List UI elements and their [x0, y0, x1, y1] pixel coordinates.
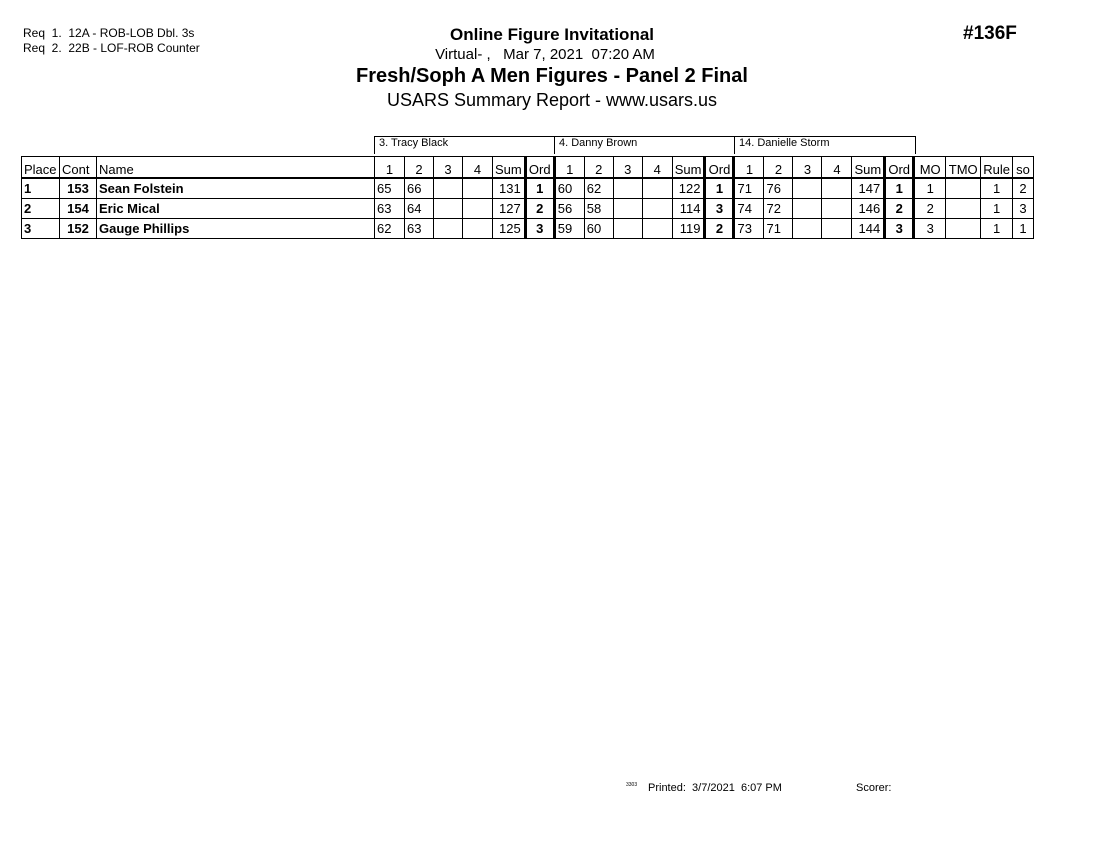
col-ord: Ord	[705, 157, 734, 179]
ord-cell: 3	[885, 219, 914, 239]
col-sum: Sum	[852, 157, 885, 179]
sum-cell: 127	[493, 199, 526, 219]
col-ord: Ord	[885, 157, 914, 179]
tmo-cell	[946, 178, 981, 199]
mark-cell: 60	[584, 219, 613, 239]
mo-cell: 3	[914, 219, 946, 239]
place-cell: 1	[22, 178, 60, 199]
rule-cell: 1	[981, 219, 1013, 239]
mark-cell	[613, 219, 642, 239]
mark-cell	[793, 219, 822, 239]
event-title: Online Figure Invitational	[449, 25, 655, 44]
col-sum: Sum	[672, 157, 705, 179]
rule-cell: 1	[981, 178, 1013, 199]
sum-cell: 114	[672, 199, 705, 219]
col-mark-2: 2	[764, 157, 793, 179]
scorer-label: Scorer:	[856, 782, 892, 794]
col-mark-4: 4	[463, 157, 493, 179]
so-cell: 1	[1012, 219, 1033, 239]
sum-cell: 119	[672, 219, 705, 239]
mark-cell: 64	[405, 199, 434, 219]
judge-panel-header	[374, 136, 916, 154]
report-code: 3303	[626, 782, 638, 788]
mark-cell: 71	[734, 178, 764, 199]
event-name: Fresh/Soph A Men Figures - Panel 2 Final	[356, 65, 748, 87]
mark-cell	[463, 199, 493, 219]
column-header-row	[22, 157, 1034, 179]
judge-name: 4. Danny Brown	[555, 137, 735, 155]
so-cell: 3	[1012, 199, 1033, 219]
skater-name: Gauge Phillips	[97, 219, 375, 239]
mark-cell	[822, 178, 852, 199]
col-so: so	[1012, 157, 1033, 179]
mark-cell	[642, 219, 672, 239]
table-row	[22, 219, 1034, 239]
mark-cell: 58	[584, 199, 613, 219]
mark-cell: 66	[405, 178, 434, 199]
report-title: USARS Summary Report - www.usars.us	[386, 90, 718, 110]
skater-name: Eric Mical	[97, 199, 375, 219]
ord-cell: 2	[525, 199, 554, 219]
printed-timestamp: Printed: 3/7/2021 6:07 PM	[648, 782, 782, 794]
mark-cell: 63	[375, 199, 405, 219]
sum-cell: 146	[852, 199, 885, 219]
col-name: Name	[97, 157, 375, 179]
col-mark-1: 1	[734, 157, 764, 179]
mark-cell: 73	[734, 219, 764, 239]
mark-cell: 63	[405, 219, 434, 239]
mark-cell	[463, 178, 493, 199]
col-mark-2: 2	[584, 157, 613, 179]
sum-cell: 122	[672, 178, 705, 199]
ord-cell: 3	[525, 219, 554, 239]
table-row	[22, 199, 1034, 219]
place-cell: 3	[22, 219, 60, 239]
mark-cell	[434, 219, 463, 239]
ord-cell: 2	[705, 219, 734, 239]
col-mark-1: 1	[375, 157, 405, 179]
cont-cell: 154	[60, 199, 97, 219]
tmo-cell	[946, 219, 981, 239]
cont-cell: 152	[60, 219, 97, 239]
mark-cell: 59	[554, 219, 584, 239]
col-place: Place	[22, 157, 60, 179]
col-mark-2: 2	[405, 157, 434, 179]
mark-cell: 65	[375, 178, 405, 199]
mark-cell	[822, 199, 852, 219]
cont-cell: 153	[60, 178, 97, 199]
sum-cell: 131	[493, 178, 526, 199]
mark-cell	[613, 178, 642, 199]
mo-cell: 1	[914, 178, 946, 199]
mark-cell: 62	[375, 219, 405, 239]
mark-cell	[793, 178, 822, 199]
event-number: #136F	[963, 23, 1017, 44]
mark-cell: 71	[764, 219, 793, 239]
requirement-2: Req 2. 22B - LOF-ROB Counter	[23, 41, 200, 55]
mark-cell	[434, 178, 463, 199]
col-cont: Cont	[60, 157, 97, 179]
requirement-1: Req 1. 12A - ROB-LOB Dbl. 3s	[23, 26, 195, 40]
results-table	[21, 156, 1034, 239]
mark-cell: 72	[764, 199, 793, 219]
ord-cell: 1	[885, 178, 914, 199]
mark-cell: 56	[554, 199, 584, 219]
sum-cell: 144	[852, 219, 885, 239]
col-mark-3: 3	[434, 157, 463, 179]
mark-cell	[642, 199, 672, 219]
mark-cell: 60	[554, 178, 584, 199]
mo-cell: 2	[914, 199, 946, 219]
judge-name: 3. Tracy Black	[375, 137, 555, 155]
col-rule: Rule	[981, 157, 1013, 179]
mark-cell	[822, 219, 852, 239]
mark-cell	[463, 219, 493, 239]
mark-cell	[434, 199, 463, 219]
ord-cell: 3	[705, 199, 734, 219]
so-cell: 2	[1012, 178, 1033, 199]
event-meta: Virtual- , Mar 7, 2021 07:20 AM	[435, 46, 655, 63]
col-tmo: TMO	[946, 157, 981, 179]
mark-cell	[613, 199, 642, 219]
tmo-cell	[946, 199, 981, 219]
col-sum: Sum	[493, 157, 526, 179]
ord-cell: 1	[705, 178, 734, 199]
rule-cell: 1	[981, 199, 1013, 219]
mark-cell: 74	[734, 199, 764, 219]
mark-cell	[793, 199, 822, 219]
judge-name: 14. Danielle Storm	[735, 137, 916, 155]
col-mark-3: 3	[793, 157, 822, 179]
mark-cell: 76	[764, 178, 793, 199]
col-mark-1: 1	[554, 157, 584, 179]
col-mark-3: 3	[613, 157, 642, 179]
ord-cell: 1	[525, 178, 554, 199]
table-row	[22, 178, 1034, 199]
sum-cell: 125	[493, 219, 526, 239]
col-mark-4: 4	[642, 157, 672, 179]
mark-cell: 62	[584, 178, 613, 199]
col-mark-4: 4	[822, 157, 852, 179]
place-cell: 2	[22, 199, 60, 219]
sum-cell: 147	[852, 178, 885, 199]
col-mo: MO	[914, 157, 946, 179]
ord-cell: 2	[885, 199, 914, 219]
skater-name: Sean Folstein	[97, 178, 375, 199]
mark-cell	[642, 178, 672, 199]
col-ord: Ord	[525, 157, 554, 179]
